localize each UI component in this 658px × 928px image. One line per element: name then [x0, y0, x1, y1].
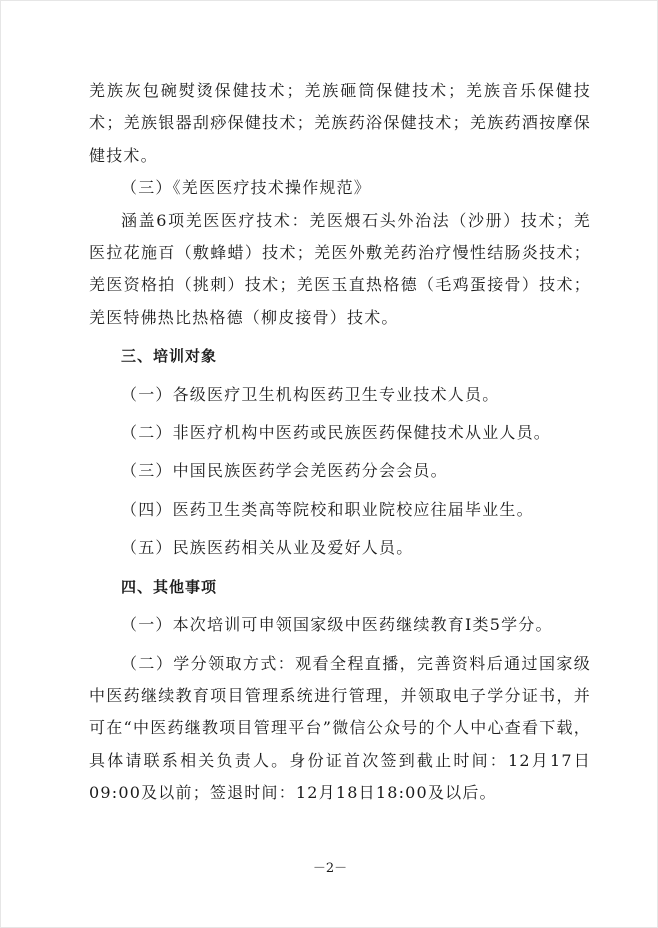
list-item-credits: （一）本次培训可申领国家级中医药继续教育Ⅰ类5学分。 — [121, 615, 553, 635]
section-heading-other-matters: 四、其他事项 — [121, 577, 218, 596]
paragraph-six-medical-techniques: 涵盖6项羌医医疗技术：羌医煨石头外治法（沙册）技术；羌医拉花施百（敷蜂蜡）技术；羌医外敷羌药治疗慢性结肠炎技术；羌医资格拍（挑刺）技术；羌医玉直热格德（毛鸡蛋接骨）技术；羌医特佛热比热格德（柳皮接骨）技术。 — [89, 210, 591, 327]
list-item-target-5: （五）民族医药相关从业及爱好人员。 — [121, 538, 414, 558]
page-number: －2－ — [312, 861, 348, 876]
section-heading-training-targets: 三、培训对象 — [121, 347, 218, 366]
list-item-target-2: （二）非医疗机构中医药或民族医药保健技术从业人员。 — [121, 423, 552, 443]
subsection-title-qiang-medical-norms: （三）《羌医医疗技术操作规范》 — [121, 178, 372, 198]
list-item-target-3: （三）中国民族医药学会羌医药分会会员。 — [121, 461, 448, 481]
list-item-target-1: （一）各级医疗卫生机构医药卫生专业技术人员。 — [121, 384, 500, 404]
paragraph-credit-collection: （二）学分领取方式：观看全程直播，完善资料后通过国家级中医药继续教育项目管理系统进行管理，并领取电子学分证书，并可在“中医药继教项目管理平台”微信公众号的个人中心查看下载，具体请联系相关负责人。身份证首次签到截止时间：12月17日09:00及以前；签退时间：12月18日18:00及以后。 — [89, 653, 591, 803]
document-body — [89, 75, 591, 810]
list-item-target-4: （四）医药卫生类高等院校和职业院校应往届毕业生。 — [121, 499, 534, 519]
paragraph-qiang-health-techniques: 羌族灰包碗熨烫保健技术；羌族砸筒保健技术；羌族音乐保健技术；羌族银器刮痧保健技术；羌族药浴保健技术；羌族药酒按摩保健技术。 — [89, 81, 591, 165]
